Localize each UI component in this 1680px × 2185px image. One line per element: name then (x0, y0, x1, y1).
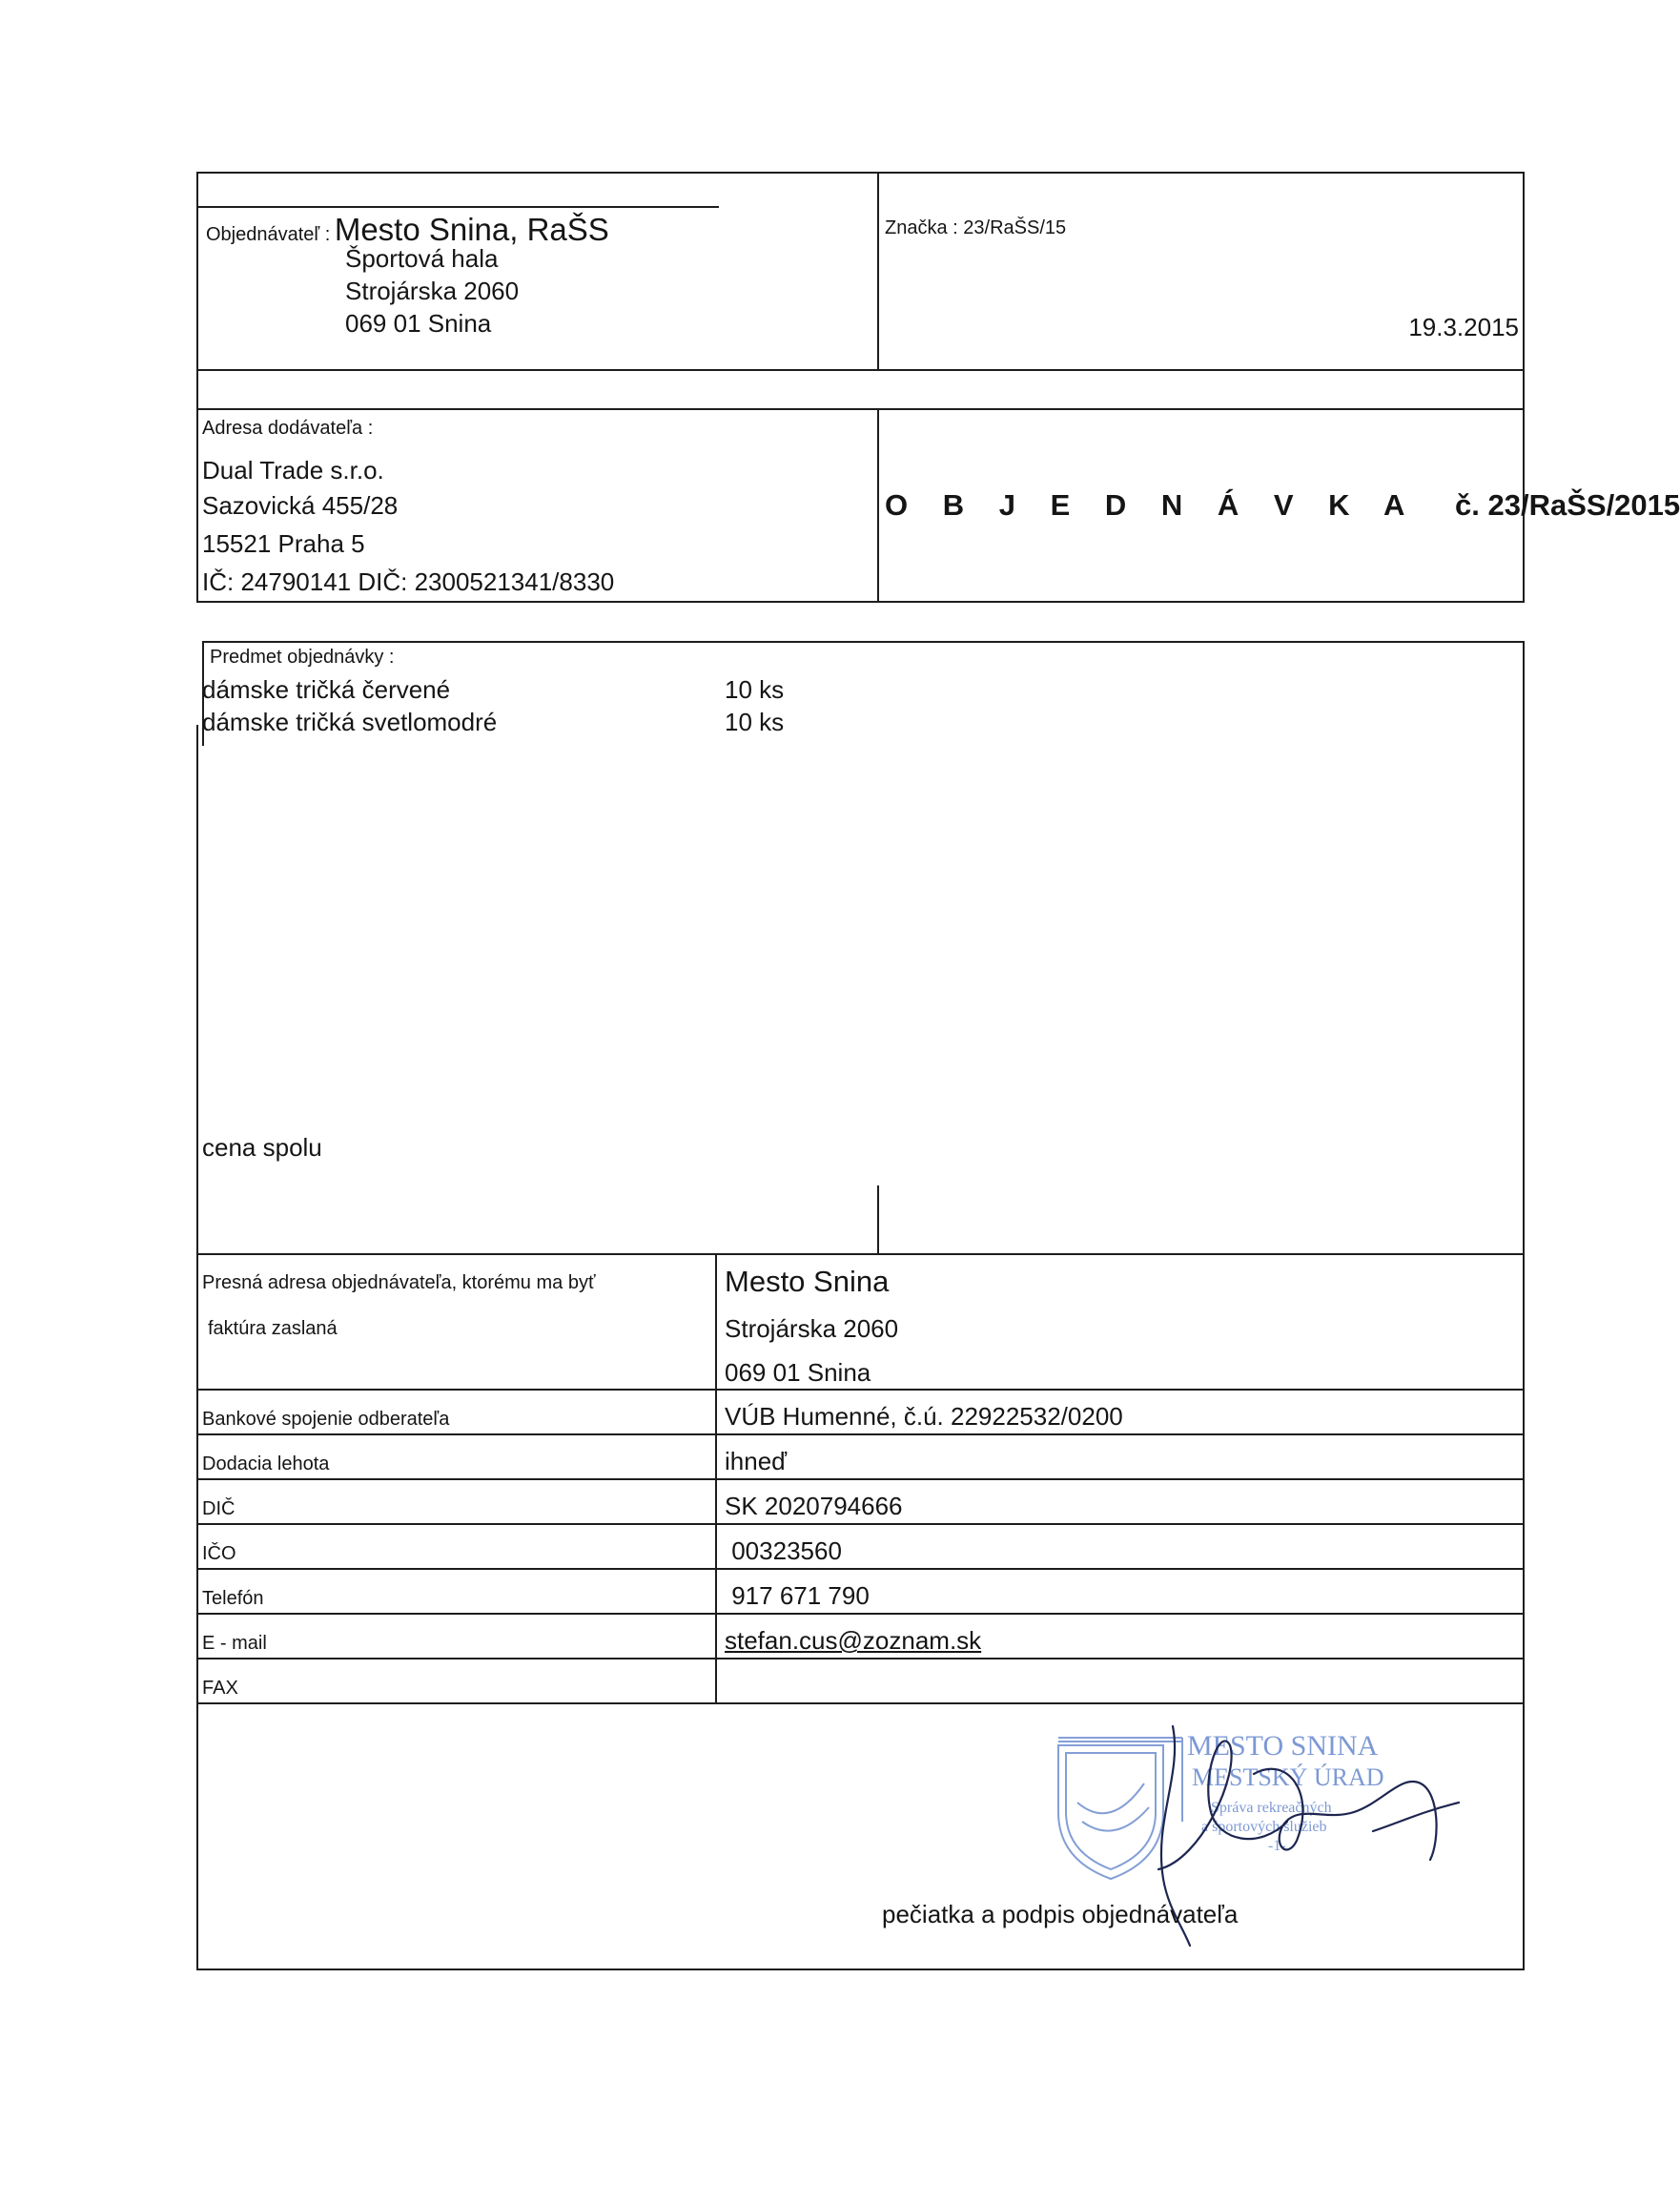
total-price-label: cena spolu (202, 1133, 322, 1162)
invoice-label: faktúra zaslaná (208, 1318, 338, 1339)
invoice-line: Strojárska 2060 (725, 1314, 899, 1343)
rule (196, 1433, 1525, 1435)
rule (1523, 641, 1525, 1970)
order-date: 19.3.2015 (1408, 313, 1519, 341)
detail-label: Telefón (202, 1588, 264, 1609)
rule (196, 1478, 1525, 1480)
subject-label: Predmet objednávky : (210, 647, 395, 668)
detail-label: DIČ (202, 1498, 236, 1519)
stamp-line: Správa rekreačných (1211, 1800, 1332, 1816)
rule (202, 641, 1525, 643)
stamp-line: MESTO SNINA (1187, 1730, 1379, 1762)
detail-value: SK 2020794666 (725, 1492, 903, 1520)
subject-item-name: dámske tričká červené (202, 675, 451, 704)
subject-item-qty: 10 ks (725, 675, 785, 704)
email-link[interactable]: stefan.cus@zoznam.sk (725, 1626, 982, 1655)
rule (877, 1185, 879, 1255)
rule (196, 1702, 1525, 1704)
orderer-address-line: Strojárska 2060 (345, 277, 520, 305)
orderer-name: Mesto Snina, RaŠS (334, 212, 609, 247)
detail-value: ihneď (725, 1447, 788, 1475)
rule (196, 725, 198, 1970)
invoice-line: Mesto Snina (725, 1265, 890, 1298)
stamp-line: MESTSKÝ ÚRAD (1192, 1763, 1384, 1791)
supplier-line: Dual Trade s.r.o. (202, 456, 384, 484)
detail-value: VÚB Humenné, č.ú. 22922532/0200 (725, 1402, 1123, 1431)
orderer-address-line: Športová hala (345, 244, 499, 273)
orderer-label: Objednávateľ : (206, 224, 331, 245)
detail-label: IČO (202, 1543, 236, 1564)
order-heading (885, 488, 1680, 523)
detail-label: Bankové spojenie odberateľa (202, 1409, 450, 1430)
invoice-line: 069 01 Snina (725, 1358, 871, 1387)
detail-value: 917 671 790 (725, 1581, 870, 1610)
invoice-label: Presná adresa objednávateľa, ktorému ma byť (202, 1272, 596, 1293)
mark-value: 23/RaŠS/15 (963, 217, 1067, 238)
orderer-address-line: 069 01 Snina (345, 309, 492, 338)
rule (196, 206, 719, 208)
rule (196, 1568, 1525, 1570)
order-number: č. 23/RaŠS/2015 (1455, 488, 1680, 522)
rule (196, 172, 198, 603)
subject-item-name: dámske tričká svetlomodré (202, 708, 498, 736)
detail-label: FAX (202, 1678, 238, 1699)
signature-caption: pečiatka a podpis objednávateľa (882, 1900, 1239, 1928)
subject-item-qty: 10 ks (725, 708, 785, 736)
supplier-line: 15521 Praha 5 (202, 529, 365, 558)
rule (196, 369, 1525, 371)
rule (196, 1969, 1525, 1970)
rule (196, 1253, 1525, 1255)
supplier-line: IČ: 24790141 DIČ: 2300521341/8330 (202, 567, 615, 596)
rule (196, 172, 1525, 174)
rule (196, 1658, 1525, 1659)
rule (196, 1613, 1525, 1615)
detail-label: E - mail (202, 1633, 267, 1654)
detail-label: Dodacia lehota (202, 1453, 330, 1474)
rule (196, 408, 1525, 410)
stamp-line: -1- (1268, 1838, 1286, 1854)
rule (877, 172, 879, 371)
mark-field (885, 217, 1066, 239)
orderer-block (206, 212, 609, 248)
supplier-label: Adresa dodávateľa : (202, 418, 374, 439)
order-title: O B J E D N Á V K A (885, 488, 1419, 522)
mark-label: Značka : (885, 217, 958, 238)
detail-value: 00323560 (725, 1536, 842, 1565)
stamp-line: a športových služieb (1201, 1819, 1327, 1835)
rule (196, 601, 1525, 603)
rule (196, 1523, 1525, 1525)
supplier-line: Sazovická 455/28 (202, 491, 399, 520)
rule (196, 1389, 1525, 1391)
rule (877, 408, 879, 603)
rule (1523, 172, 1525, 603)
